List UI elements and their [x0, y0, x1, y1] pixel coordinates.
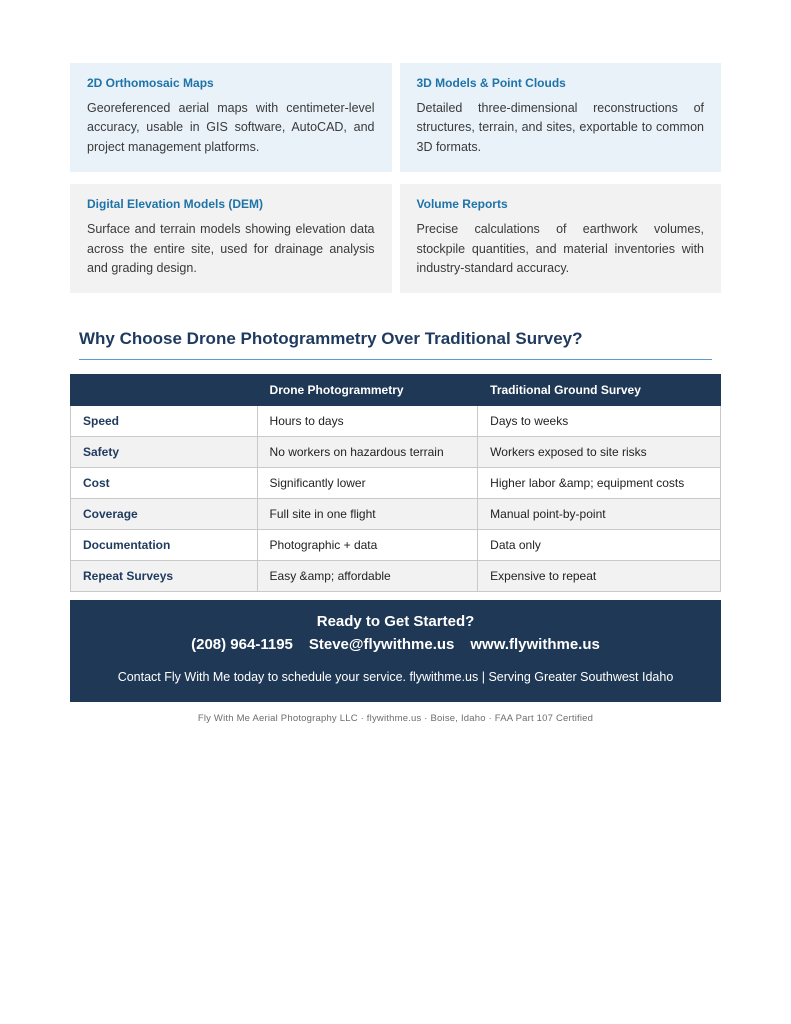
- cta-heading: Ready to Get Started?: [316, 613, 475, 631]
- footer-note: Fly With Me Aerial Photography LLC · flywithme.us · Boise, Idaho · FAA Part 107 Certified: [197, 713, 594, 725]
- cell-traditional: Manual point-by-point: [478, 499, 721, 530]
- table-row: [71, 406, 721, 437]
- cta-contact-line: [90, 636, 701, 653]
- cell-drone: Full site in one flight: [257, 499, 478, 530]
- card-body: Surface and terrain models showing elevation data across the entire site, used for drainage analysis and grading design.: [87, 222, 375, 275]
- table-header-row: [71, 375, 721, 406]
- row-label: Cost: [71, 468, 258, 499]
- header-cell-blank: [71, 375, 258, 406]
- cell-drone: Hours to days: [257, 406, 478, 437]
- cell-traditional: Expensive to repeat: [478, 561, 721, 592]
- header-cell-drone: Drone Photogrammetry: [257, 375, 478, 406]
- comparison-table: [70, 374, 721, 592]
- table-row: [71, 561, 721, 592]
- table-row: [71, 468, 721, 499]
- cta-banner: [70, 600, 721, 702]
- cell-drone: No workers on hazardous terrain: [257, 437, 478, 468]
- cell-drone: Easy &amp; affordable: [257, 561, 478, 592]
- flyer-page: [70, 0, 721, 724]
- service-card-dem: [70, 184, 392, 293]
- cell-traditional: Workers exposed to site risks: [478, 437, 721, 468]
- service-card-3d-models: [400, 63, 722, 172]
- cell-drone: Photographic + data: [257, 530, 478, 561]
- row-label: Repeat Surveys: [71, 561, 258, 592]
- card-title: Volume Reports: [416, 197, 508, 212]
- row-label: Safety: [71, 437, 258, 468]
- header-cell-traditional: Traditional Ground Survey: [478, 375, 721, 406]
- card-body: Precise calculations of earthwork volumes, stockpile quantities, and material inventories with industry-standard accuracy.: [416, 222, 704, 275]
- cell-traditional: Data only: [478, 530, 721, 561]
- card-title: 2D Orthomosaic Maps: [87, 76, 214, 90]
- cell-traditional: Higher labor &amp; equipment costs: [478, 468, 721, 499]
- card-body: Detailed three-dimensional reconstructions of structures, terrain, and sites, exportable to common 3D formats.: [416, 101, 704, 154]
- phone-number: (208) 964-1195: [191, 636, 293, 654]
- services-grid: [70, 63, 721, 293]
- comparison-section: [70, 329, 721, 592]
- table-row: [71, 530, 721, 561]
- email-address: Steve@flywithme.us: [308, 636, 455, 654]
- row-label: Speed: [71, 406, 258, 437]
- row-label: Coverage: [71, 499, 258, 530]
- table-row: [71, 437, 721, 468]
- cta-subtext: Contact Fly With Me today to schedule your service. flywithme.us | Serving Greater Southwest Idaho: [117, 670, 674, 685]
- table-row: [71, 499, 721, 530]
- service-card-orthomosaic: [70, 63, 392, 172]
- card-title: Digital Elevation Models (DEM): [87, 197, 264, 212]
- card-body: Georeferenced aerial maps with centimeter-level accuracy, usable in GIS software, AutoCAD, and project management platforms.: [87, 101, 375, 154]
- cell-drone: Significantly lower: [257, 468, 478, 499]
- cell-traditional: Days to weeks: [478, 406, 721, 437]
- section-heading: Why Choose Drone Photogrammetry Over Traditional Survey?: [79, 329, 712, 360]
- row-label: Documentation: [71, 530, 258, 561]
- website-url: www.flywithme.us: [470, 636, 600, 654]
- service-card-volume-reports: [400, 184, 722, 293]
- card-title: 3D Models & Point Clouds: [416, 76, 566, 90]
